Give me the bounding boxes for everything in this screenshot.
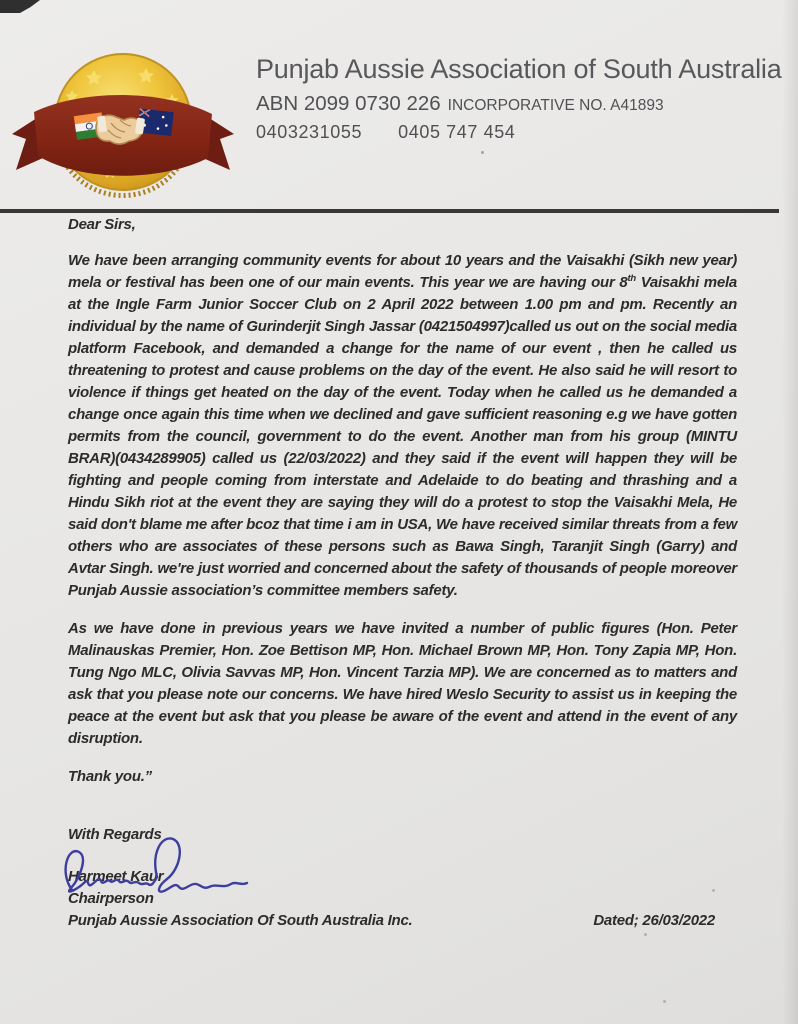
closing-block — [68, 824, 737, 932]
phone-1: 0403231055 — [256, 122, 363, 142]
header-divider — [0, 209, 779, 213]
paragraph-2: As we have done in previous years we have invited a number of public figures (Hon. Peter Malinauskas Premier, Hon. Zoe Bettison MP, Hon. Michael Brown MP, Hon. Tony Zapia MP, Hon. Tung Ngo MLC, Olivia Savvas MP, Hon. Vincent Tarzia MP). We are concerned as to matters and ask that you please note our concerns. We have hired Weslo Security to assist us in keeping the peace at the event but ask that you please be aware of the event and attend in the event of any disruption. — [68, 620, 737, 747]
abn-number: ABN 2099 0730 226 — [256, 92, 441, 115]
signer-name: Harmeet Kaur — [68, 868, 164, 885]
letterhead — [0, 0, 798, 210]
org-date-row — [68, 910, 737, 932]
superscript-th: th — [627, 273, 636, 284]
signer-title: Chairperson — [68, 890, 154, 907]
org-name: Punjab Aussie Association of South Australia — [256, 54, 782, 84]
salutation: Dear Sirs, — [68, 216, 136, 233]
thank-you-line: Thank you.” — [68, 768, 152, 785]
letterhead-text — [256, 54, 782, 143]
association-logo — [10, 48, 236, 200]
phone-2: 0405 747 454 — [398, 122, 516, 142]
phone-numbers — [256, 122, 782, 143]
regards-line: With Regards — [68, 826, 162, 843]
date-line: Dated; 26/03/2022 — [593, 912, 715, 929]
paragraph-1-text: We have been arranging community events for about 10 years and the Vaisakhi (Sikh new year) mela or festival has been one of our main events. This year we are having our 8 — [68, 252, 737, 291]
coin-handshake-ribbon-icon — [10, 48, 236, 200]
paragraph-1 — [68, 250, 737, 602]
abn-line — [256, 92, 782, 116]
letter-body — [68, 214, 737, 932]
paragraph-1-continued: Vaisakhi mela at the Ingle Farm Junior Soccer Club on 2 April 2022 between 1.00 pm and pm. Recently an individual by the name of Gurinderjit Singh Jassar (0421504997)called us out on the social media platform Facebook, and demanded a change for the name of our event , then he called us threatening to protest and cause problems on the day of the event. He also said he will resort to violence if things get heated on the day of the event. Today when he called us he demanded a change once again this time when we declined and gave sufficient reasoning e.g we have gotten permits from the council, government to do the event. Another man from his group (MINTU BRAR)(0434289905) called us (22/03/2022) and they said if the event will happen they will be fighting and people coming from interstate and Adelaide to do beating and thrashing and a Hindu Sikh riot at the event they are saying they will do a protest to stop the Vaisakhi Mela, He said don't blame me after bcoz that time i am in USA, We have received similar threats from a few others who are associates of these persons such as Bawa Singh, Taranjit Singh (Garry) and Avtar Singh. we're just worried and concerned about the safety of thousands of people moreover Punjab Aussie association’s committee members safety. — [68, 274, 737, 599]
incorporation-number: INCORPORATIVE NO. A41893 — [447, 97, 664, 114]
signer-organization: Punjab Aussie Association Of South Australia Inc. — [68, 912, 413, 929]
